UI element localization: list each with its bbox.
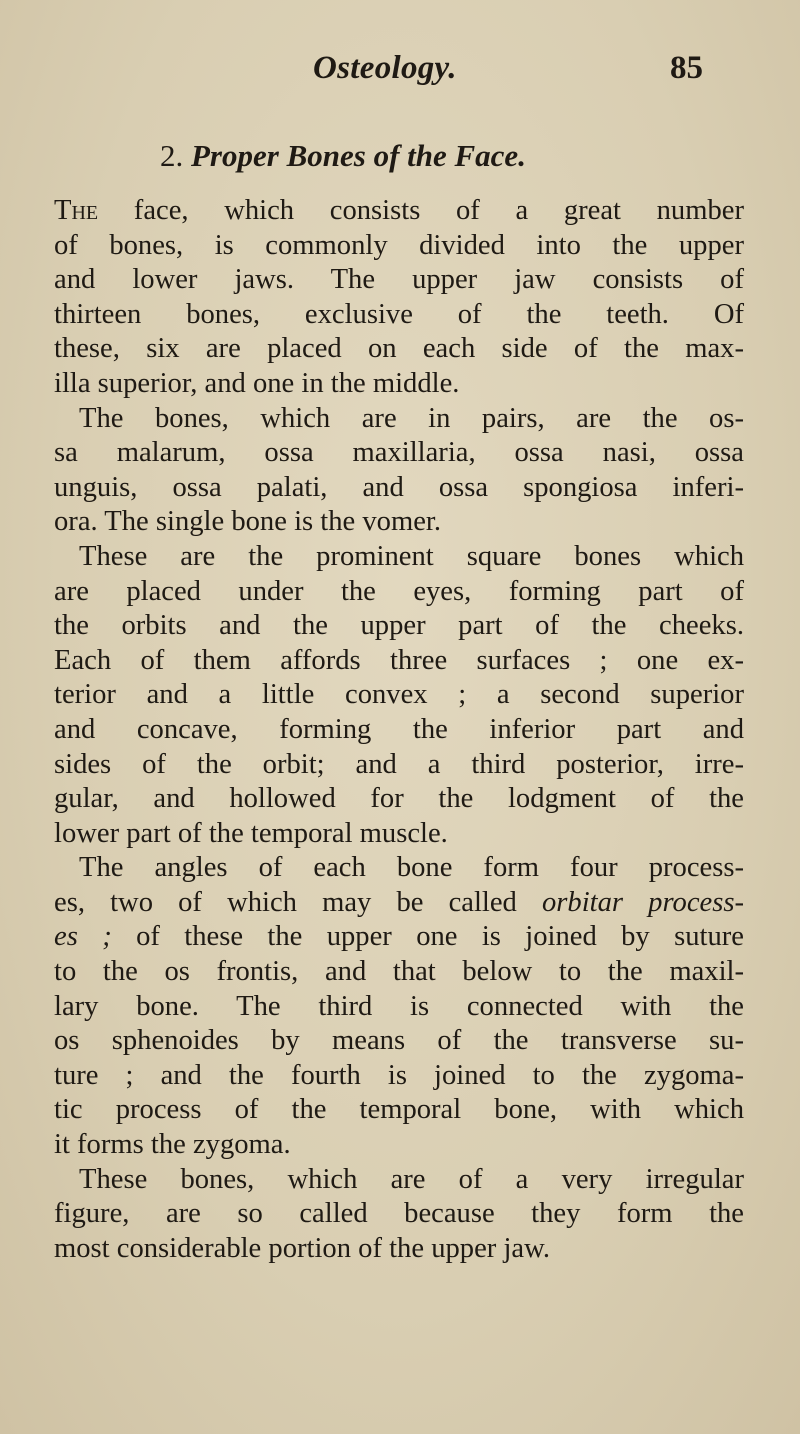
text-run: these, six are placed on each side of the max- <box>54 333 744 365</box>
text-line <box>54 851 744 886</box>
text-run: the orbits and the upper part of the cheeks. <box>54 610 744 642</box>
text-run: tic process of the temporal bone, with which <box>54 1094 744 1126</box>
text-line <box>54 990 744 1025</box>
text-line <box>54 1128 744 1163</box>
text-line <box>54 609 744 644</box>
text-run: These are the prominent square bones which <box>79 540 744 572</box>
text-line <box>54 540 744 575</box>
text-line <box>54 367 744 402</box>
text-line <box>54 505 744 540</box>
text-run: os sphenoides by means of the transverse su- <box>54 1025 744 1057</box>
text-run: The bones, which are in pairs, are the os- <box>79 402 744 434</box>
text-line <box>54 955 744 990</box>
text-line <box>54 1059 744 1094</box>
text-line <box>54 298 744 333</box>
text-line <box>54 471 744 506</box>
text-run: The <box>54 195 99 226</box>
text-run: orbitar process- <box>542 886 744 918</box>
section-heading <box>160 138 526 174</box>
text-run: The angles of each bone form four process- <box>79 852 744 884</box>
text-line <box>54 1197 744 1232</box>
text-line <box>54 194 744 229</box>
text-line <box>54 713 744 748</box>
text-line <box>54 229 744 264</box>
text-line <box>54 748 744 783</box>
text-run: thirteen bones, exclusive of the teeth. Of <box>54 298 744 330</box>
text-run: ora. The single bone is the vomer. <box>54 506 441 538</box>
text-line <box>54 402 744 437</box>
text-line <box>54 678 744 713</box>
text-line <box>54 1024 744 1059</box>
text-run: to the os frontis, and that below to the maxil- <box>54 956 744 988</box>
text-run: it forms the zygoma. <box>54 1129 291 1161</box>
running-head: Osteology. <box>313 50 457 86</box>
text-run: These bones, which are of a very irregular <box>79 1163 744 1195</box>
section-number: 2. <box>160 138 184 173</box>
text-line <box>54 886 744 921</box>
text-line <box>54 575 744 610</box>
text-line <box>54 817 744 852</box>
text-run: sa malarum, ossa maxillaria, ossa nasi, ossa <box>54 437 744 469</box>
text-line <box>54 1163 744 1198</box>
text-run: most considerable portion of the upper jaw. <box>54 1232 551 1264</box>
text-run: sides of the orbit; and a third posterior, irre- <box>54 748 744 780</box>
text-run: es ; <box>54 921 112 953</box>
text-line <box>54 644 744 679</box>
text-run: es, two of which may be called <box>54 886 542 918</box>
body-text <box>54 194 744 1266</box>
page-header <box>0 50 800 94</box>
text-line <box>54 782 744 817</box>
text-line <box>54 920 744 955</box>
text-run: Each of them affords three surfaces ; one ex- <box>54 644 744 676</box>
text-line <box>54 436 744 471</box>
text-run: figure, are so called because they form the <box>54 1198 744 1230</box>
text-run: and lower jaws. The upper jaw consists of <box>54 264 744 296</box>
page-number: 85 <box>670 50 703 86</box>
text-run: unguis, ossa palati, and ossa spongiosa inferi- <box>54 471 744 503</box>
text-line <box>54 332 744 367</box>
text-run: and concave, forming the inferior part and <box>54 713 744 745</box>
text-run: lary bone. The third is connected with the <box>54 990 744 1022</box>
text-run: ture ; and the fourth is joined to the zygoma- <box>54 1059 744 1091</box>
text-run: lower part of the temporal muscle. <box>54 817 448 849</box>
text-run: of these the upper one is joined by suture <box>111 921 744 953</box>
text-line <box>54 263 744 298</box>
text-run: gular, and hollowed for the lodgment of the <box>54 783 744 815</box>
text-run: of bones, is commonly divided into the upper <box>54 229 744 261</box>
text-run: terior and a little convex ; a second superior <box>54 679 744 711</box>
section-title-text: Proper Bones of the Face. <box>191 138 526 173</box>
text-run: face, which consists of a great number <box>98 195 744 226</box>
text-line <box>54 1232 744 1267</box>
text-run: are placed under the eyes, forming part of <box>54 575 744 607</box>
text-line <box>54 1093 744 1128</box>
text-run: illa superior, and one in the middle. <box>54 367 460 399</box>
